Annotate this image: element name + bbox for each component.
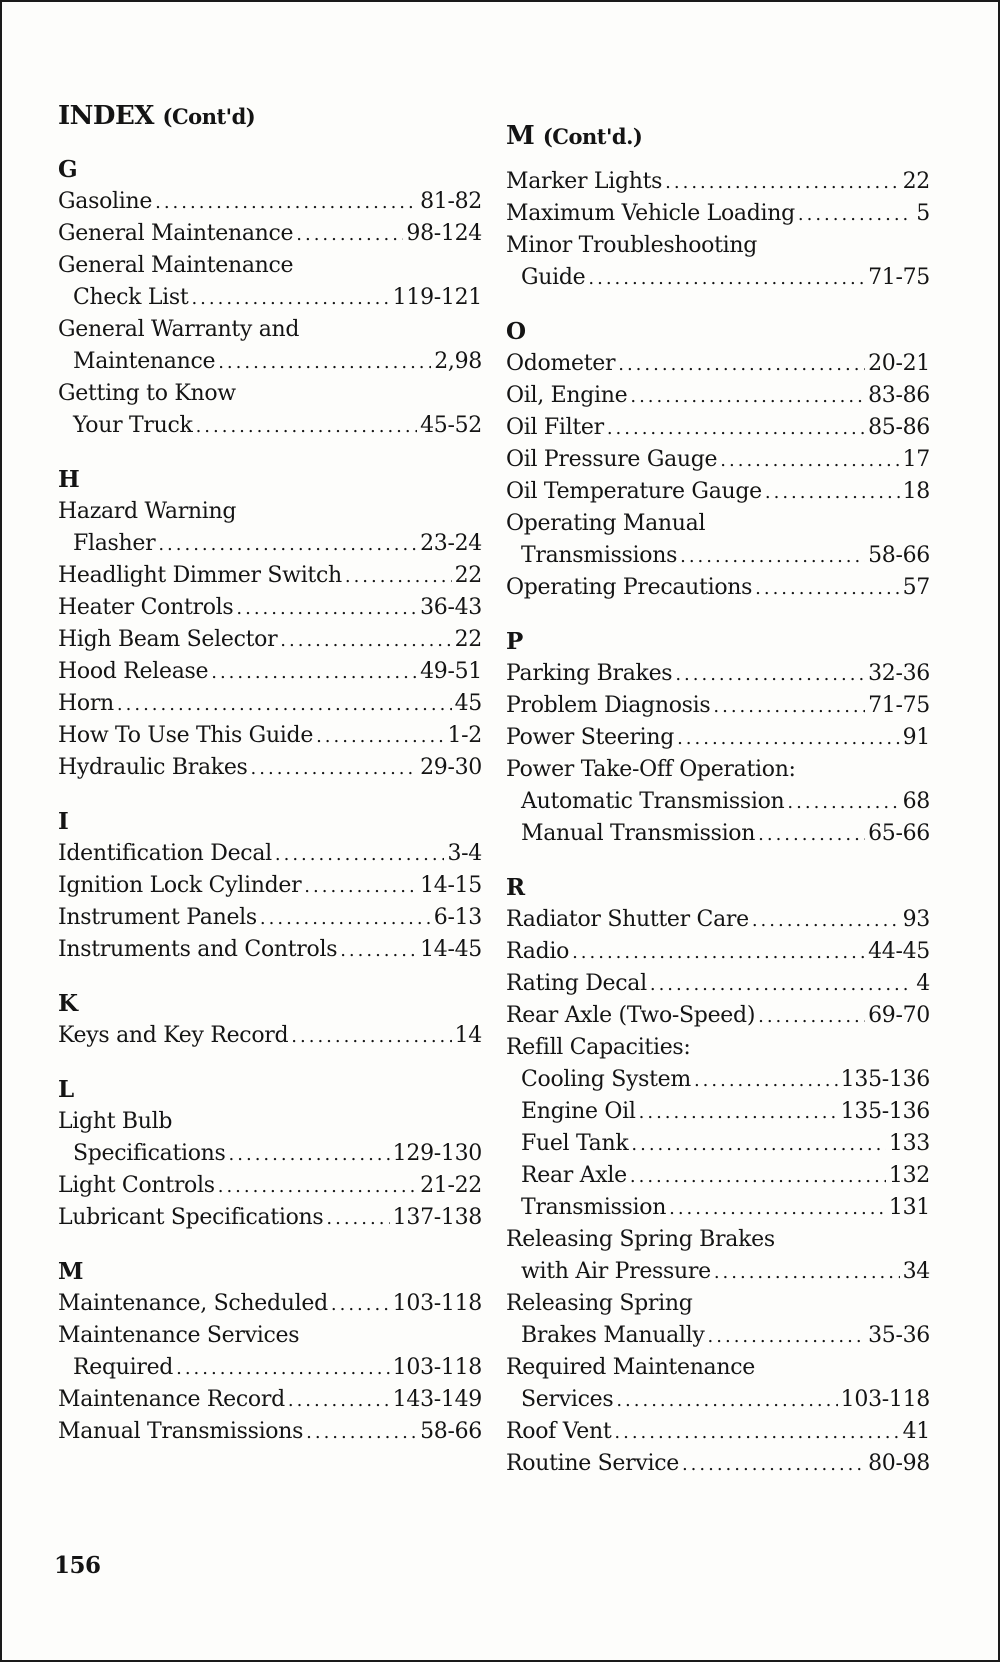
entry-page-ref: 85-86 bbox=[868, 415, 930, 440]
entry-page-ref: 20-21 bbox=[868, 351, 930, 376]
index-section-g bbox=[58, 154, 482, 442]
entry-label: Routine Service bbox=[506, 1451, 679, 1476]
index-entry bbox=[506, 262, 930, 294]
entry-page-ref: 103-118 bbox=[840, 1387, 930, 1412]
dot-leader bbox=[155, 187, 417, 219]
index-entry bbox=[506, 508, 930, 540]
index-entry bbox=[58, 934, 482, 966]
entry-label: Manual Transmissions bbox=[58, 1419, 304, 1444]
entry-page-ref: 133 bbox=[888, 1131, 930, 1156]
entry-label: General Maintenance bbox=[58, 253, 294, 278]
dot-leader bbox=[588, 263, 865, 295]
index-entry bbox=[58, 346, 482, 378]
entry-label: Horn bbox=[58, 691, 114, 716]
entry-page-ref: 32-36 bbox=[868, 661, 930, 686]
dot-leader bbox=[291, 1021, 451, 1053]
dot-leader bbox=[787, 787, 899, 819]
entry-page-ref: 103-118 bbox=[392, 1291, 482, 1316]
entry-label: Rear Axle bbox=[521, 1163, 627, 1188]
dot-leader bbox=[631, 1129, 886, 1161]
entry-label: Specifications bbox=[73, 1141, 226, 1166]
section-letter: R bbox=[506, 874, 526, 901]
entry-page-ref: 35-36 bbox=[868, 1323, 930, 1348]
index-entry bbox=[506, 968, 930, 1000]
dot-leader bbox=[280, 625, 451, 657]
index-entry bbox=[506, 476, 930, 508]
entry-page-ref: 4 bbox=[916, 971, 930, 996]
index-section-h bbox=[58, 464, 482, 784]
entry-page-ref: 71-75 bbox=[868, 693, 930, 718]
page-number: 156 bbox=[54, 1552, 101, 1579]
entry-page-ref: 45-52 bbox=[420, 413, 482, 438]
dot-leader bbox=[694, 1065, 838, 1097]
entry-label: Releasing Spring Brakes bbox=[506, 1227, 775, 1252]
index-entry bbox=[506, 1160, 930, 1192]
section-letter: I bbox=[58, 808, 69, 835]
entry-label: Transmissions bbox=[521, 543, 678, 568]
section-letter: L bbox=[58, 1076, 75, 1103]
entry-label: Radiator Shutter Care bbox=[506, 907, 749, 932]
entry-page-ref: 65-66 bbox=[868, 821, 930, 846]
entry-label: Manual Transmission bbox=[521, 821, 756, 846]
entry-label: Headlight Dimmer Switch bbox=[58, 563, 342, 588]
entry-label: Maximum Vehicle Loading bbox=[506, 201, 795, 226]
entry-page-ref: 14-15 bbox=[420, 873, 482, 898]
entry-page-ref: 23-24 bbox=[420, 531, 482, 556]
index-entry bbox=[58, 528, 482, 560]
index-entry bbox=[506, 1192, 930, 1224]
index-entry bbox=[506, 690, 930, 722]
dot-leader bbox=[211, 657, 417, 689]
dot-leader bbox=[296, 219, 403, 251]
entry-page-ref: 41 bbox=[902, 1419, 930, 1444]
entry-label: Rear Axle (Two-Speed) bbox=[506, 1003, 756, 1028]
entry-label: Operating Precautions bbox=[506, 575, 753, 600]
entry-label: Power Take-Off Operation: bbox=[506, 757, 796, 782]
dot-leader bbox=[607, 413, 865, 445]
entry-label: Odometer bbox=[506, 351, 616, 376]
dot-leader bbox=[340, 935, 417, 967]
index-entry bbox=[506, 1032, 930, 1064]
index-section-o bbox=[506, 316, 930, 604]
entry-page-ref: 91 bbox=[902, 725, 930, 750]
entry-page-ref: 93 bbox=[902, 907, 930, 932]
entry-label: Rating Decal bbox=[506, 971, 647, 996]
column-heading-suffix: (Cont'd) bbox=[162, 104, 256, 129]
entry-label: Problem Diagnosis bbox=[506, 693, 711, 718]
index-entry bbox=[58, 752, 482, 784]
column-heading-title: M bbox=[506, 121, 535, 151]
entry-page-ref: 21-22 bbox=[420, 1173, 482, 1198]
index-entry bbox=[58, 1384, 482, 1416]
entry-label: Hood Release bbox=[58, 659, 209, 684]
entry-label: Lubricant Specifications bbox=[58, 1205, 324, 1230]
entry-page-ref: 103-118 bbox=[392, 1355, 482, 1380]
entry-label: Oil Pressure Gauge bbox=[506, 447, 718, 472]
section-letter: O bbox=[506, 318, 527, 345]
section-letter: M bbox=[58, 1258, 84, 1285]
index-entry bbox=[58, 314, 482, 346]
dot-leader bbox=[720, 445, 899, 477]
index-entry bbox=[58, 1416, 482, 1448]
dot-leader bbox=[251, 753, 418, 785]
entry-label: Radio bbox=[506, 939, 570, 964]
dot-leader bbox=[650, 969, 913, 1001]
entry-label: Automatic Transmission bbox=[521, 789, 785, 814]
entry-label: Required bbox=[73, 1355, 174, 1380]
index-entry bbox=[58, 1020, 482, 1052]
entry-page-ref: 131 bbox=[888, 1195, 930, 1220]
entry-page-ref: 132 bbox=[888, 1163, 930, 1188]
index-column-right bbox=[506, 102, 930, 1502]
dot-leader bbox=[714, 1257, 900, 1289]
dot-leader bbox=[798, 199, 913, 231]
index-entry bbox=[58, 186, 482, 218]
dot-leader bbox=[218, 347, 431, 379]
index-entry bbox=[58, 688, 482, 720]
index-entry bbox=[58, 1202, 482, 1234]
entry-label: Light Controls bbox=[58, 1173, 215, 1198]
entry-page-ref: 2,98 bbox=[434, 349, 482, 374]
column-heading bbox=[58, 94, 482, 138]
entry-label: Cooling System bbox=[521, 1067, 691, 1092]
entry-label: General Maintenance bbox=[58, 221, 294, 246]
entry-page-ref: 80-98 bbox=[868, 1451, 930, 1476]
entry-label: Instruments and Controls bbox=[58, 937, 338, 962]
index-column-left bbox=[58, 102, 482, 1470]
index-entry bbox=[506, 1256, 930, 1288]
entry-page-ref: 6-13 bbox=[433, 905, 482, 930]
index-entry bbox=[506, 230, 930, 262]
index-entry bbox=[506, 198, 930, 230]
entry-label: Hydraulic Brakes bbox=[58, 755, 248, 780]
section-letter: K bbox=[58, 990, 78, 1017]
index-entry bbox=[506, 1096, 930, 1128]
dot-leader bbox=[345, 561, 452, 593]
index-entry bbox=[58, 1288, 482, 1320]
entry-page-ref: 137-138 bbox=[392, 1205, 482, 1230]
dot-leader bbox=[176, 1353, 390, 1385]
dot-leader bbox=[630, 1161, 886, 1193]
entry-label: Marker Lights bbox=[506, 169, 663, 194]
section-letter: H bbox=[58, 466, 80, 493]
entry-page-ref: 143-149 bbox=[392, 1387, 482, 1412]
index-entry bbox=[506, 348, 930, 380]
entry-page-ref: 45 bbox=[454, 691, 482, 716]
entry-label: Releasing Spring bbox=[506, 1291, 693, 1316]
dot-leader bbox=[639, 1097, 838, 1129]
entry-label: Ignition Lock Cylinder bbox=[58, 873, 302, 898]
dot-leader bbox=[331, 1289, 390, 1321]
dot-leader bbox=[260, 903, 431, 935]
index-section-r bbox=[506, 872, 930, 1480]
dot-leader bbox=[669, 1193, 886, 1225]
entry-page-ref: 44-45 bbox=[868, 939, 930, 964]
entry-label: Fuel Tank bbox=[521, 1131, 629, 1156]
entry-page-ref: 81-82 bbox=[420, 189, 482, 214]
dot-leader bbox=[677, 723, 900, 755]
index-entry bbox=[506, 1448, 930, 1480]
index-entry bbox=[506, 380, 930, 412]
index-entry bbox=[506, 444, 930, 476]
entry-label: General Warranty and bbox=[58, 317, 300, 342]
dot-leader bbox=[708, 1321, 866, 1353]
entry-page-ref: 119-121 bbox=[392, 285, 482, 310]
entry-label: Identification Decal bbox=[58, 841, 272, 866]
index-entry bbox=[58, 656, 482, 688]
index-entry bbox=[506, 904, 930, 936]
entry-label: Maintenance Record bbox=[58, 1387, 285, 1412]
entry-page-ref: 49-51 bbox=[420, 659, 482, 684]
index-entry bbox=[58, 410, 482, 442]
entry-page-ref: 83-86 bbox=[868, 383, 930, 408]
index-entry bbox=[506, 818, 930, 850]
dot-leader bbox=[158, 529, 417, 561]
entry-page-ref: 14-45 bbox=[420, 937, 482, 962]
entry-page-ref: 14 bbox=[454, 1023, 482, 1048]
entry-page-ref: 58-66 bbox=[420, 1419, 482, 1444]
entry-label: Guide bbox=[521, 265, 586, 290]
index-entry bbox=[58, 378, 482, 410]
dot-leader bbox=[191, 283, 389, 315]
entry-label: with Air Pressure bbox=[521, 1259, 711, 1284]
dot-leader bbox=[218, 1171, 417, 1203]
index-section-i bbox=[58, 806, 482, 966]
dot-leader bbox=[713, 691, 865, 723]
entry-label: Maintenance Services bbox=[58, 1323, 300, 1348]
dot-leader bbox=[758, 819, 865, 851]
index-entry bbox=[58, 1320, 482, 1352]
index-entry bbox=[58, 720, 482, 752]
dot-leader bbox=[316, 721, 444, 753]
dot-leader bbox=[196, 411, 418, 443]
index-entry bbox=[58, 592, 482, 624]
entry-label: Operating Manual bbox=[506, 511, 706, 536]
index-entry bbox=[506, 166, 930, 198]
index-entry bbox=[58, 902, 482, 934]
index-section-k bbox=[58, 988, 482, 1052]
entry-label: High Beam Selector bbox=[58, 627, 278, 652]
entry-page-ref: 98-124 bbox=[406, 221, 482, 246]
entry-label: Heater Controls bbox=[58, 595, 234, 620]
entry-page-ref: 58-66 bbox=[868, 543, 930, 568]
entry-page-ref: 17 bbox=[902, 447, 930, 472]
entry-page-ref: 1-2 bbox=[447, 723, 482, 748]
index-entry bbox=[506, 412, 930, 444]
index-entry bbox=[58, 218, 482, 250]
column-heading-suffix: (Cont'd.) bbox=[542, 124, 643, 149]
dot-leader bbox=[306, 1417, 417, 1449]
index-entry bbox=[58, 1352, 482, 1384]
index-entry bbox=[58, 496, 482, 528]
dot-leader bbox=[682, 1449, 865, 1481]
index-section-m bbox=[58, 1256, 482, 1448]
index-entry bbox=[58, 1138, 482, 1170]
index-entry bbox=[58, 624, 482, 656]
entry-label: Refill Capacities: bbox=[506, 1035, 691, 1060]
index-entry bbox=[506, 1320, 930, 1352]
entry-page-ref: 18 bbox=[902, 479, 930, 504]
dot-leader bbox=[752, 905, 900, 937]
index-entry bbox=[506, 540, 930, 572]
index-entry bbox=[506, 572, 930, 604]
column-heading-title: INDEX bbox=[58, 101, 154, 131]
entry-page-ref: 5 bbox=[916, 201, 930, 226]
dot-leader bbox=[275, 839, 445, 871]
entry-page-ref: 34 bbox=[902, 1259, 930, 1284]
dot-leader bbox=[665, 167, 899, 199]
index-entry bbox=[506, 722, 930, 754]
index-entry bbox=[506, 1064, 930, 1096]
entry-page-ref: 135-136 bbox=[840, 1067, 930, 1092]
entry-label: How To Use This Guide bbox=[58, 723, 314, 748]
dot-leader bbox=[304, 871, 417, 903]
entry-page-ref: 22 bbox=[454, 563, 482, 588]
entry-label: Keys and Key Record bbox=[58, 1023, 289, 1048]
entry-label: Services bbox=[521, 1387, 614, 1412]
entry-page-ref: 3-4 bbox=[447, 841, 482, 866]
dot-leader bbox=[630, 381, 865, 413]
dot-leader bbox=[572, 937, 865, 969]
entry-label: Hazard Warning bbox=[58, 499, 237, 524]
index-entry bbox=[506, 1128, 930, 1160]
index-section-p bbox=[506, 626, 930, 850]
dot-leader bbox=[288, 1385, 390, 1417]
entry-label: Maintenance bbox=[73, 349, 216, 374]
entry-label: Your Truck bbox=[73, 413, 193, 438]
dot-leader bbox=[229, 1139, 390, 1171]
index-section-continued bbox=[506, 166, 930, 294]
dot-leader bbox=[675, 659, 865, 691]
column-heading bbox=[506, 114, 930, 158]
index-entry bbox=[506, 1384, 930, 1416]
index-entry bbox=[506, 658, 930, 690]
entry-label: Oil, Engine bbox=[506, 383, 628, 408]
index-entry bbox=[58, 250, 482, 282]
section-letter: P bbox=[506, 628, 524, 655]
index-entry bbox=[58, 1106, 482, 1138]
dot-leader bbox=[680, 541, 865, 573]
entry-page-ref: 29-30 bbox=[420, 755, 482, 780]
entry-label: Oil Filter bbox=[506, 415, 604, 440]
index-entry bbox=[506, 1416, 930, 1448]
dot-leader bbox=[236, 593, 417, 625]
entry-page-ref: 57 bbox=[902, 575, 930, 600]
entry-label: Maintenance, Scheduled bbox=[58, 1291, 328, 1316]
entry-label: Flasher bbox=[73, 531, 156, 556]
dot-leader bbox=[618, 349, 865, 381]
entry-page-ref: 129-130 bbox=[392, 1141, 482, 1166]
entry-label: Minor Troubleshooting bbox=[506, 233, 758, 258]
entry-page-ref: 69-70 bbox=[868, 1003, 930, 1028]
entry-label: Power Steering bbox=[506, 725, 675, 750]
dot-leader bbox=[614, 1417, 899, 1449]
entry-label: Getting to Know bbox=[58, 381, 236, 406]
entry-page-ref: 135-136 bbox=[840, 1099, 930, 1124]
index-entry bbox=[506, 1288, 930, 1320]
index-entry bbox=[506, 1352, 930, 1384]
entry-label: Transmission bbox=[521, 1195, 667, 1220]
section-letter: G bbox=[58, 156, 78, 183]
dot-leader bbox=[616, 1385, 837, 1417]
entry-label: Gasoline bbox=[58, 189, 153, 214]
dot-leader bbox=[326, 1203, 389, 1235]
dot-leader bbox=[758, 1001, 865, 1033]
dot-leader bbox=[755, 573, 899, 605]
entry-page-ref: 22 bbox=[454, 627, 482, 652]
entry-page-ref: 22 bbox=[902, 169, 930, 194]
dot-leader bbox=[117, 689, 452, 721]
entry-label: Check List bbox=[73, 285, 189, 310]
index-entry bbox=[506, 1224, 930, 1256]
entry-page-ref: 71-75 bbox=[868, 265, 930, 290]
dot-leader bbox=[765, 477, 900, 509]
entry-page-ref: 36-43 bbox=[420, 595, 482, 620]
index-entry bbox=[506, 1000, 930, 1032]
index-entry bbox=[58, 282, 482, 314]
entry-label: Instrument Panels bbox=[58, 905, 257, 930]
entry-label: Light Bulb bbox=[58, 1109, 173, 1134]
index-entry bbox=[506, 786, 930, 818]
index-section-l bbox=[58, 1074, 482, 1234]
entry-page-ref: 68 bbox=[902, 789, 930, 814]
index-entry bbox=[58, 1170, 482, 1202]
index-entry bbox=[58, 838, 482, 870]
entry-label: Required Maintenance bbox=[506, 1355, 755, 1380]
entry-label: Oil Temperature Gauge bbox=[506, 479, 762, 504]
entry-label: Engine Oil bbox=[521, 1099, 636, 1124]
index-entry bbox=[58, 560, 482, 592]
entry-label: Brakes Manually bbox=[521, 1323, 705, 1348]
index-entry bbox=[506, 936, 930, 968]
entry-label: Parking Brakes bbox=[506, 661, 673, 686]
index-entry bbox=[58, 870, 482, 902]
index-entry bbox=[506, 754, 930, 786]
entry-label: Roof Vent bbox=[506, 1419, 612, 1444]
